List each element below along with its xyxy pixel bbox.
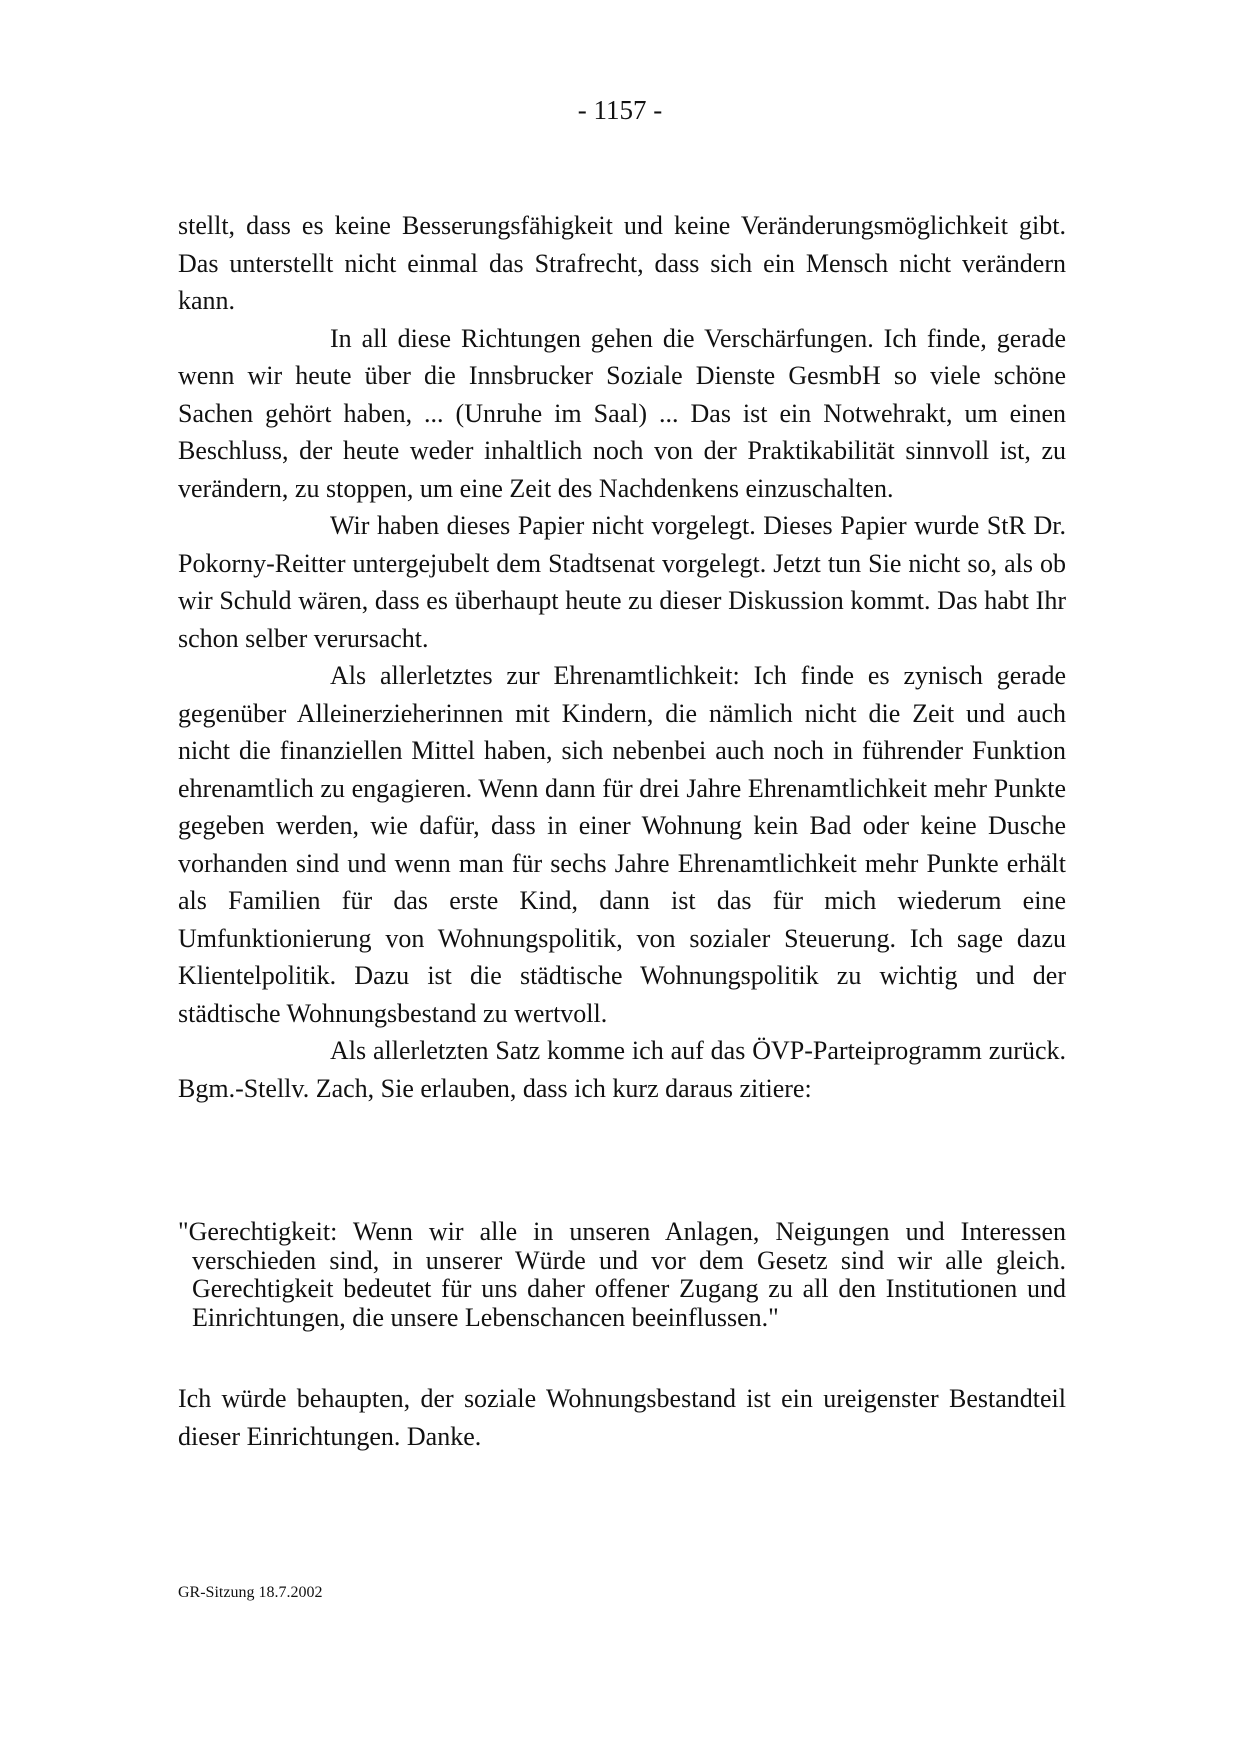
page-number: - 1157 - [577,95,663,125]
paragraph: In all diese Richtungen gehen die Verschärfungen. Ich finde, gerade wenn wir heute über die Innsbrucker Soziale Dienste GesmbH so viele schöne Sachen gehört haben, ... (Unruhe im Saal) ... Das ist ein Notwehrakt, um einen Beschluss, der heute weder inhaltlich noch von der Praktikabilität sinnvoll ist, zu verändern, zu stoppen, um eine Zeit des Nachdenkens einzuschalten. [178,323,1066,503]
paragraph: Als allerletzten Satz komme ich auf das ÖVP-Parteiprogramm zurück. Bgm.-Stellv. Zach, Sie erlauben, dass ich kurz daraus zitiere: [178,1036,1066,1103]
footer-session-date: GR-Sitzung 18.7.2002 [178,1584,323,1601]
block-quote [178,1218,1066,1332]
closing-paragraph [178,1380,1066,1455]
paragraph: Als allerletztes zur Ehrenamtlichkeit: Ich finde es zynisch gerade gegenüber Alleinerzieherinnen mit Kindern, die nämlich nicht die Zeit und auch nicht die finanziellen Mittel haben, sich nebenbei auch noch in führender Funktion ehrenamtlich zu engagieren. Wenn dann für drei Jahre Ehrenamtlichkeit mehr Punkte gegeben werden, wie dafür, dass in einer Wohnung kein Bad oder keine Dusche vorhanden sind und wenn man für sechs Jahre Ehrenamtlichkeit mehr Punkte erhält als Familien für das erste Kind, dann ist das für mich wiederum eine Umfunktionierung von Wohnungspolitik, von sozialer Steuerung. Ich sage dazu Klientelpolitik. Dazu ist die städtische Wohnungspolitik zu wichtig und der städtische Wohnungsbestand zu wertvoll. [178,661,1066,1028]
closing-text: Ich würde behaupten, der soziale Wohnungsbestand ist ein ureigenster Bestandteil dieser Einrichtungen. Danke. [178,1384,1066,1451]
paragraph: Wir haben dieses Papier nicht vorgelegt. Dieses Papier wurde StR Dr. Pokorny-Reitter untergejubelt dem Stadtsenat vorgelegt. Jetzt tun Sie nicht so, als ob wir Schuld wären, dass es überhaupt heute zu dieser Diskussion kommt. Das habt Ihr schon selber verursacht. [178,511,1066,653]
body-text [178,207,1066,1107]
quote-text: "Gerechtigkeit: Wenn wir alle in unseren Anlagen, Neigungen und Interessen verschieden sind, in unserer Würde und vor dem Gesetz sind wir alle gleich. Gerechtigkeit bedeutet für uns daher offener Zugang zu all den Institutionen und Einrichtungen, die unsere Lebenschancen beeinflussen." [178,1217,1066,1332]
paragraph-continuation: stellt, dass es keine Besserungsfähigkeit und keine Veränderungsmöglichkeit gibt. Das unterstellt nicht einmal das Strafrecht, dass sich ein Mensch nicht verändern kann. [178,211,1066,315]
